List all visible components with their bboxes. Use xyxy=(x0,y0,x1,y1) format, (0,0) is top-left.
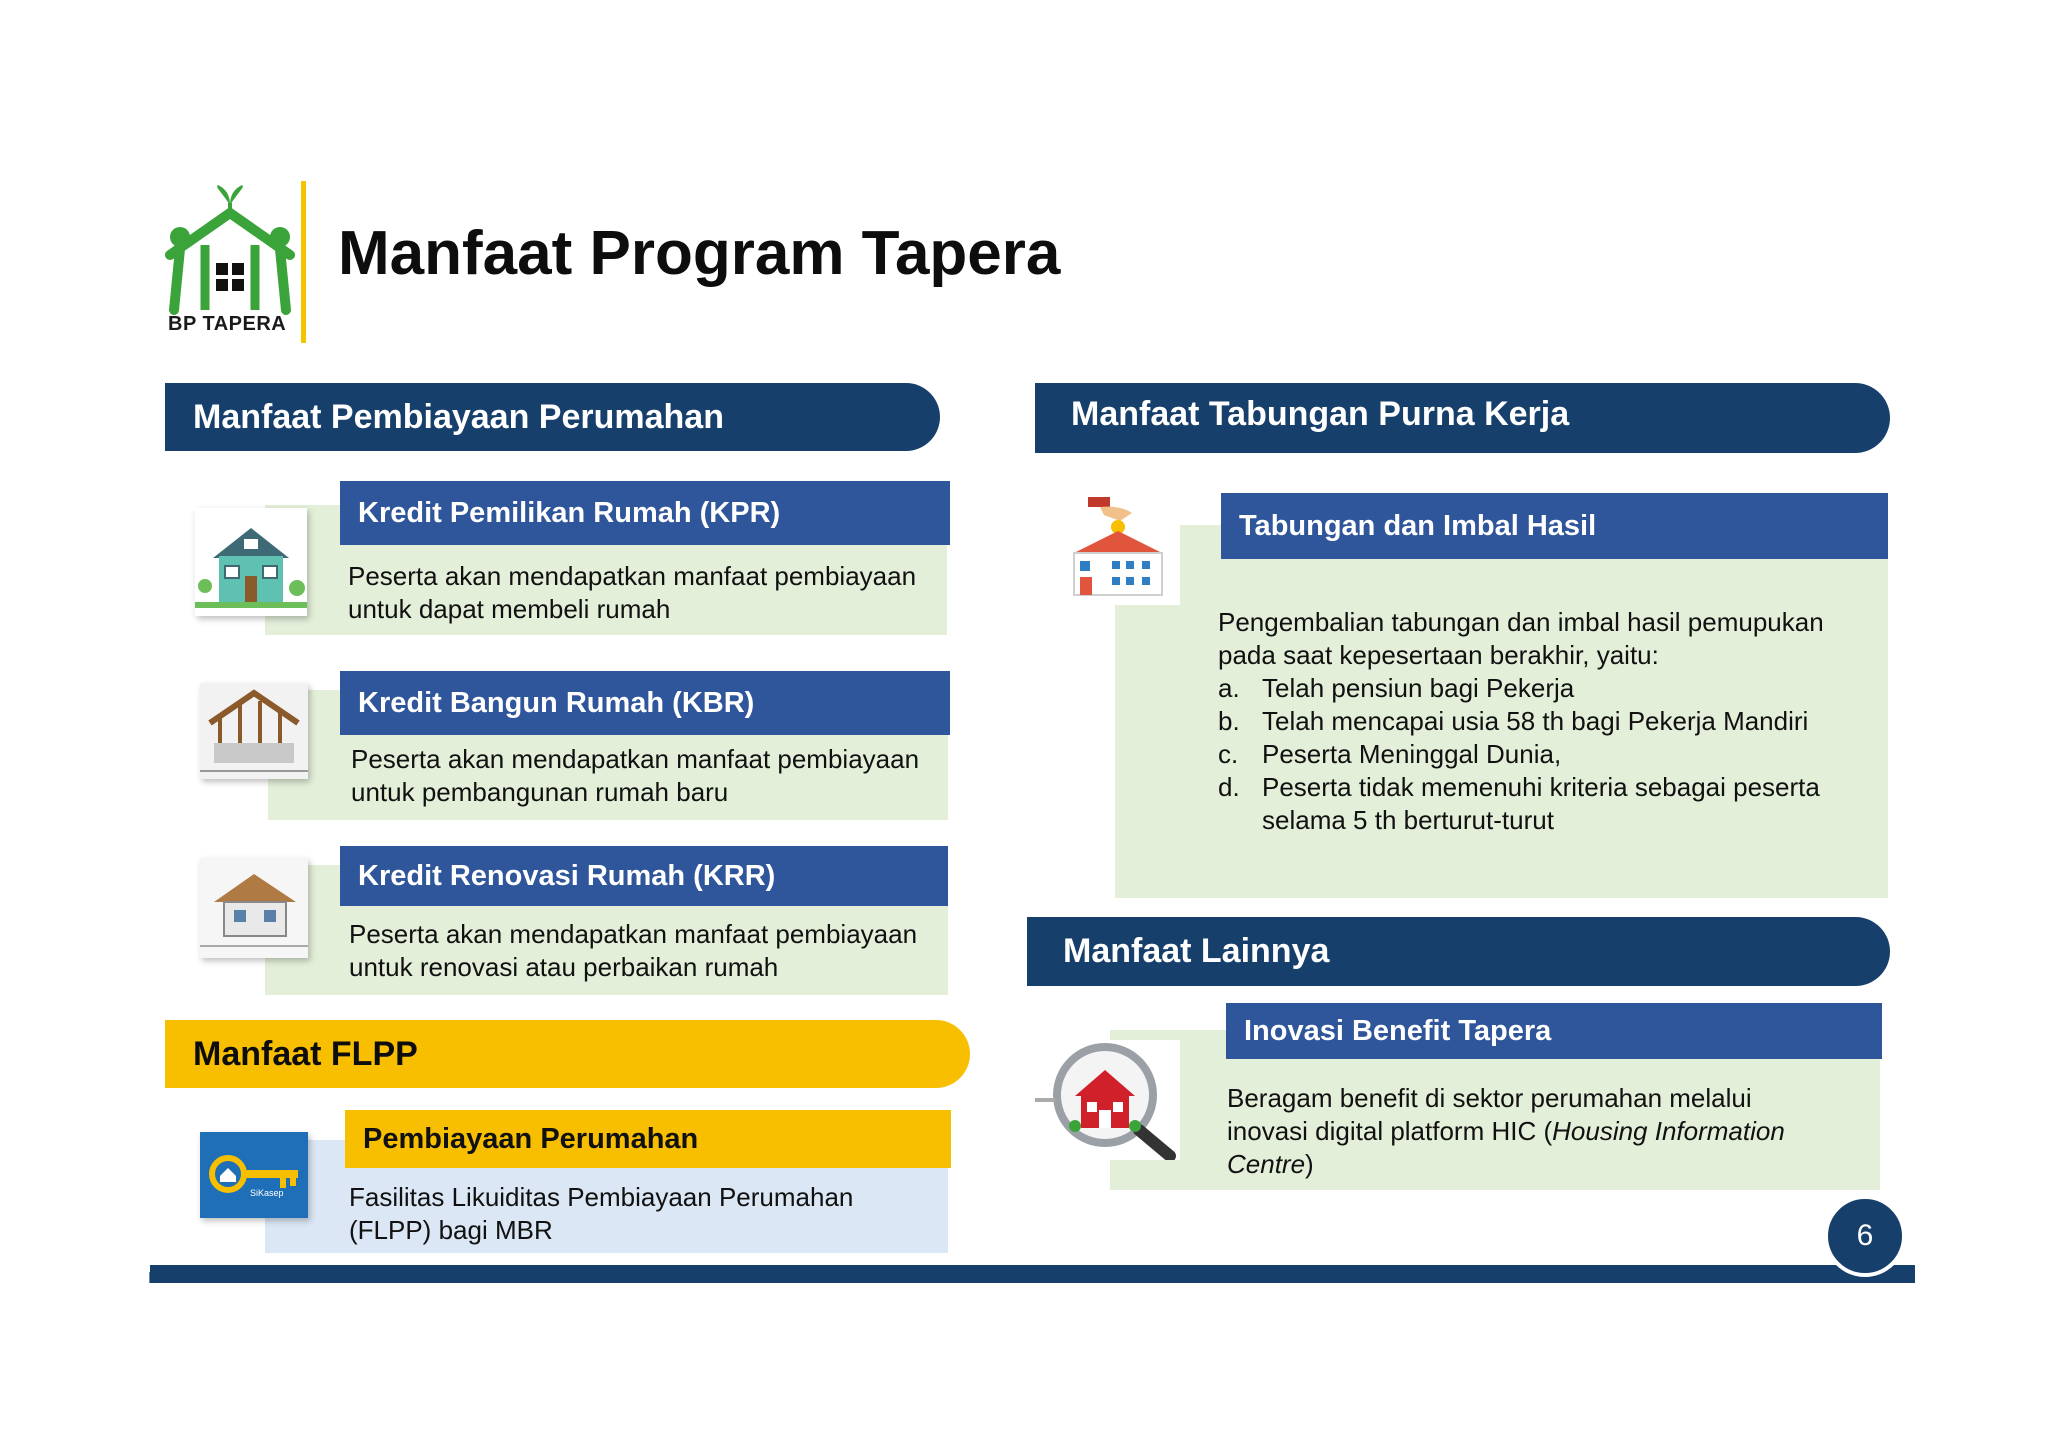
kpr-card-text: Peserta akan mendapatkan manfaat pembiayaan untuk dapat membeli rumah xyxy=(348,561,917,624)
magnifier-house-image xyxy=(1035,1040,1180,1160)
footer-bar xyxy=(150,1265,1915,1283)
renovation-icon xyxy=(200,858,308,958)
tabungan-criteria-list xyxy=(1218,672,1878,837)
sikasep-key-icon xyxy=(200,1132,308,1218)
inovasi-card-text: Beragam benefit di sektor perumahan melalui inovasi digital platform HIC (Housing Information Centre) xyxy=(1227,1083,1785,1179)
house-image xyxy=(195,508,307,616)
section-title: Manfaat FLPP xyxy=(193,1034,418,1073)
tabungan-card-title: Tabungan dan Imbal Hasil xyxy=(1221,493,1888,559)
construction-icon xyxy=(200,683,308,779)
house-renovation-image xyxy=(200,858,308,958)
magnifier-house-icon xyxy=(1035,1040,1180,1160)
inovasi-card-title: Inovasi Benefit Tapera xyxy=(1226,1003,1882,1059)
section-manfaat-lainnya xyxy=(1027,917,1890,986)
list-item: c. Peserta Meninggal Dunia, xyxy=(1218,739,1562,769)
hand-coin-house-icon xyxy=(1060,495,1180,605)
savings-house-image xyxy=(1060,495,1180,605)
house-construction-image xyxy=(200,683,308,779)
footer-text: na xyxy=(148,1266,171,1288)
kpr-card-title: Kredit Pemilikan Rumah (KPR) xyxy=(340,481,950,545)
flpp-card-title: Pembiayaan Perumahan xyxy=(345,1110,951,1168)
krr-card-text: Peserta akan mendapatkan manfaat pembiayaan untuk renovasi atau perbaikan rumah xyxy=(349,919,918,982)
section-title: Manfaat Pembiayaan Perumahan xyxy=(193,397,724,436)
section-title: Manfaat Tabungan Purna Kerja xyxy=(1071,394,1570,433)
list-item: d. Peserta tidak memenuhi kriteria sebagai peserta xyxy=(1218,772,1820,802)
krr-card-title: Kredit Renovasi Rumah (KRR) xyxy=(340,846,948,906)
page-title: Manfaat Program Tapera xyxy=(338,219,1061,288)
logo-text: BP TAPERA xyxy=(168,313,287,335)
page-number: 6 xyxy=(1824,1195,1906,1277)
kbr-card-text: Peserta akan mendapatkan manfaat pembiayaan untuk pembangunan rumah baru xyxy=(351,744,920,807)
kbr-card-title: Kredit Bangun Rumah (KBR) xyxy=(340,671,950,735)
logo-divider xyxy=(301,181,306,343)
tabungan-card-text: Pengembalian tabungan dan imbal hasil pemupukan pada saat kepesertaan berakhir, yaitu: a. Telah pensiun bagi Pekerja b. Telah mencapai usia 58 th bagi Pekerja Mandiri c. Peserta Meninggal Dunia, d. Peserta tidak memenuhi kriteria sebagai peserta selama 5 th berturut-turut xyxy=(1218,606,1878,837)
sikasep-image xyxy=(200,1132,308,1218)
list-item: b. Telah mencapai usia 58 th bagi Pekerja Mandiri xyxy=(1218,706,1809,736)
house-people-logo-icon xyxy=(160,185,300,315)
list-item: selama 5 th berturut-turut xyxy=(1262,805,1554,835)
section-flpp xyxy=(165,1020,970,1088)
list-item: a. Telah pensiun bagi Pekerja xyxy=(1218,673,1575,703)
section-tabungan-purna-kerja xyxy=(1035,383,1890,453)
green-house-icon xyxy=(195,508,307,616)
sikasep-label: SiKasep xyxy=(250,1188,284,1198)
section-title: Manfaat Lainnya xyxy=(1063,932,1330,970)
flpp-card-text: Fasilitas Likuiditas Pembiayaan Perumahan (FLPP) bagi MBR xyxy=(349,1182,854,1245)
section-pembiayaan-perumahan xyxy=(165,383,940,451)
